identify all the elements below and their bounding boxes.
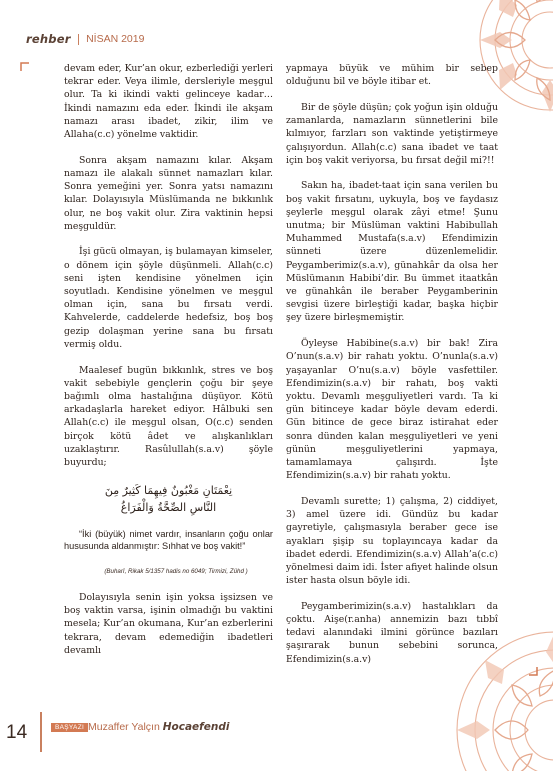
- arabic-line: نِعْمَتَانِ مَغْبُونٌ فِيهِمَا كَثِيرٌ مِنَ: [104, 483, 233, 497]
- article-left-column: [64, 62, 273, 670]
- page-number: 14: [6, 722, 28, 743]
- issue-date: NİSAN 2019: [86, 33, 145, 45]
- column-corner-mark: [20, 62, 30, 72]
- hadith-translation: “İki (büyük) nimet vardır, insanların çoğu onlar hususunda aldanmıştır: Sıhhat ve boş vakit!”: [64, 528, 273, 552]
- magazine-brand: rehber: [26, 32, 71, 46]
- author-credit: [88, 721, 229, 733]
- arabic-line: النَّاسِ الصِّحَّةُ وَالْفَرَاغُ: [120, 500, 217, 514]
- arabic-hadith: [64, 482, 273, 516]
- paragraph: Sonra akşam namazını kılar. Akşam namazı ile alakalı sünnet namazları kılar. Sonra yemeğini yer. Sonra yatsı namazını kılar. Dolayısıyla Müslümanda ne bıkkınlık olur, ne boş vakit olur. Zira vaktinin hepsi meşguldür.: [64, 154, 273, 232]
- footer-divider: [40, 712, 42, 752]
- paragraph: Dolayısıyla senin işin yoksa işsizsen ve boş vaktin varsa, işinin olmadığı bu vaktini mesela; Kur’an okumana, Kur’an ezberlerini tekrara, devam edemediğin ibadetleri devamlı: [64, 592, 273, 656]
- paragraph: Sakın ha, ibadet-taat için sana verilen bu boş vakit fırsatını, uykuyla, boş ve faydasız şeylerle meşgul olarak zâyi etme! Şunu unutma; bir Müslüman vaktini Habibullah Muhammed Mustafa(s.a.v) Efendimizin sünneti üzere düzenlemelidir. Peygamberimiz(s.a.v), günahkâr da olsa her Müslümanın Habibi’dir. Bu ümmet itaatkân ve günahkân ile beraber Peygamberinin sevgisi üzere birleştiği kadar, başka hiçbir şey üzere birleşmemiştir.: [286, 180, 498, 324]
- page-footer: [0, 712, 553, 752]
- paragraph: Peygamberimizin(s.a.v) hastalıkları da çoktu. Aişe(r.anha) annemizin bazı tıbbî tedavi alanındaki ilmini görünce bazıları şaşırarak bunun sebebini sorunca, Efendimizin(s.a.v): [286, 600, 498, 665]
- paragraph: Devamlı surette; 1) çalışma, 2) ciddiyet, 3) amel üzere idi. Gündüz bu kadar gayretiyle, çalışmasıyla beraber gece ise ayakları şişip su toplayıncaya kadar da ibadet ederdi. Efendimizin(s.a.v) Allah’a(c.c) yönelmesi daim idi. İster afiyet halinde olsun ister hasta olsun böyle idi.: [286, 495, 498, 587]
- paragraph: Bir de şöyle düşün; çok yoğun işin olduğu zamanlarda, namazların sünnetlerini bile kılmıyor, farzları son vaktinde yetiştirmeye çalışıyordun. Allah(c.c) sana ibadet ve taat için boş vakit veriyorsa, bu fırsat değil mi?!!: [286, 101, 498, 166]
- paragraph: Öyleyse Habibine(s.a.v) bir bak! Zira O’nun(s.a.v) bir rahatı yoktu. O’nunla(s.a.v) yaşayanlar O’nu(s.a.v) böyle vasfettiler. Efendimizin(s.a.v) bir rahatı, boş vakti yoktu. Devamlı meşguliyetleri vardı. Ta ki gün bitinceye kadar böyle devam ederdi. Gün bitince de gece biraz istirahat eder sonra dünden kalan meşguliyetleri ve yeni günün meşguliyetlerini yapmaya, tamamlamaya çalışırdı. İşte Efendimizin(s.a.v) bir rahatı yoktu.: [286, 338, 498, 482]
- paragraph: İşi gücü olmayan, iş bulamayan kimseler, o dönem için şöyle düşünmeli. Allah(c.c) seni işten kendisine yönelmen için soyutladı. Kendisine yönelmen ve meşgul olman için, sana bu fırsatı verdi. Kahvelerde, caddelerde hedefsiz, boş boş gezip dolaşman yerine sana bu fırsatı vermiş oldu.: [64, 246, 273, 350]
- header-divider: [78, 34, 80, 45]
- paragraph: devam eder, Kur’an okur, ezberlediği yerleri tekrar eder. Veya ilimle, dersleriyle meşgul olur. Ta ki ikindi vakti gelinceye kadar… İkindi namazını eda eder. İkindi ile akşam namazı arası ibadet, zikir, ilim ve Allaha(c.c) yönelme vaktidir.: [64, 63, 273, 141]
- column-corner-mark: [528, 666, 538, 676]
- hadith-source: (Buharî, Rikak 5/1357 hadis no 6049; Tirmizi, Zühd ): [104, 568, 248, 576]
- paragraph: Maalesef bugün bıkkınlık, stres ve boş vakit sebebiyle gençlerin çoğu bir şeye bağımlı olma hastalığına düşüyor. Kötü arkadaşlarla hareket ediyor. Hâlbuki sen Allah(c.c) ile meşgul olsan, O(c.c) senden birçok kötü âdet ve alışkanlıkları uzaklaştırır. Rasûlullah(s.a.v) şöyle buyurdu;: [64, 364, 273, 468]
- section-tag: BAŞYAZI: [51, 723, 88, 732]
- article-right-column: [286, 62, 498, 678]
- author-title: Hocaefendi: [162, 720, 230, 733]
- page-header: [26, 30, 144, 48]
- author-name: Muzaffer Yalçın: [88, 720, 160, 733]
- paragraph: yapmaya büyük ve mühim bir sebep olduğunu bil ve böyle itibar et.: [286, 63, 498, 88]
